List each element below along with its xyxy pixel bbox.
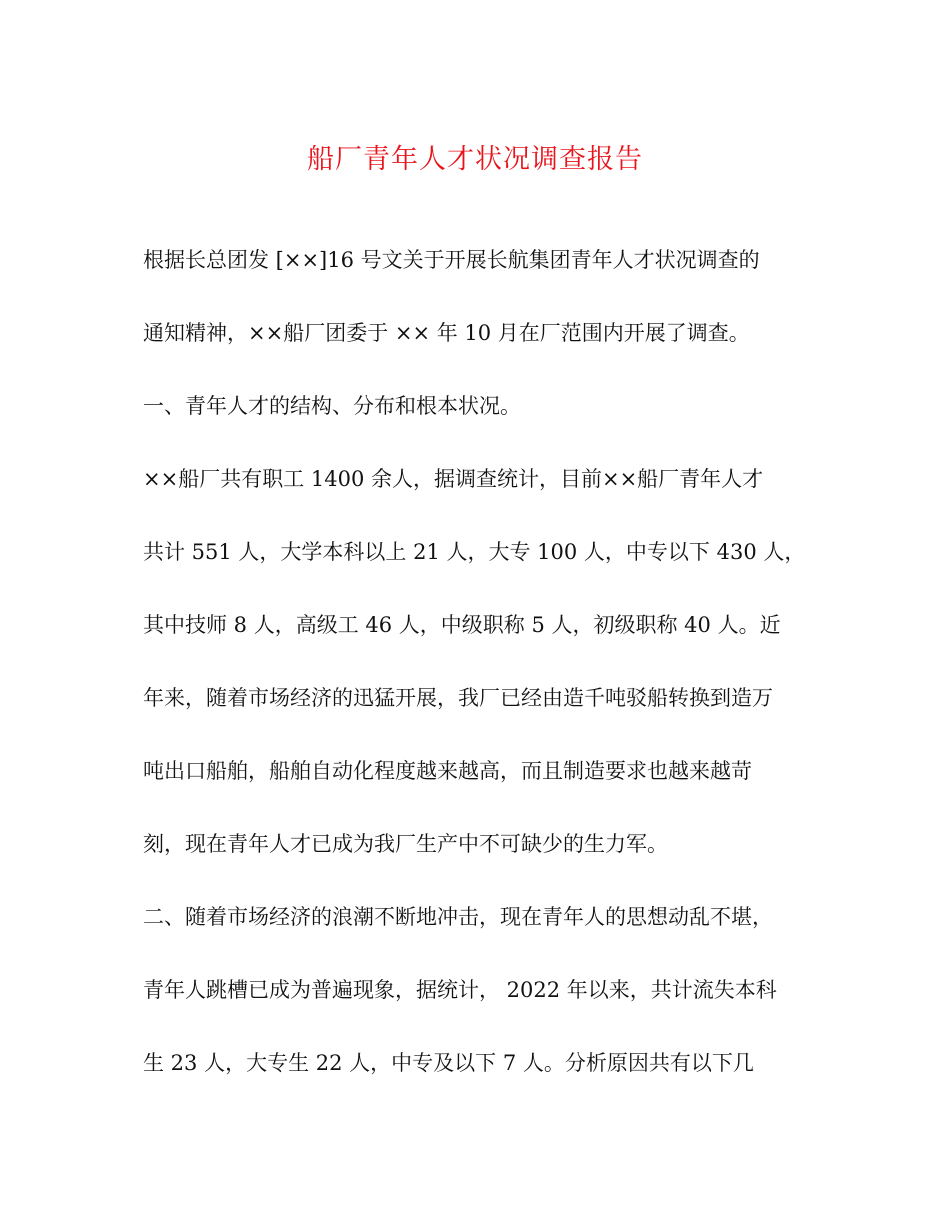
body-line-4: ××船厂共有职工 1400 余人，据调查统计，目前××船厂青年人才 [143, 467, 764, 491]
body-line-11: 青年人跳槽已成为普遍现象，据统计， 2022 年以来，共计流失本科 [143, 978, 777, 1002]
document-title: 船厂青年人才状况调查报告 [307, 144, 643, 175]
body-line-6: 其中技师 8 人，高级工 46 人，中级职称 5 人，初级职称 40 人。近 [143, 613, 781, 637]
body-line-5: 共计 551 人，大学本科以上 21 人，大专 100 人，中专以下 430 人， [143, 540, 806, 564]
body-line-9: 刻，现在青年人才已成为我厂生产中不可缺少的生力军。 [143, 832, 668, 856]
body-line-12: 生 23 人，大专生 22 人，中专及以下 7 人。分析原因共有以下几 [143, 1051, 754, 1075]
section-heading-1: 一、青年人才的结构、分布和根本状况。 [143, 394, 521, 418]
body-line-2: 通知精神，××船厂团委于 ×× 年 10 月在厂范围内开展了调查。 [143, 321, 750, 345]
body-line-7: 年来，随着市场经济的迅猛开展，我厂已经由造千吨驳船转换到造万 [143, 686, 773, 710]
section-heading-2: 二、随着市场经济的浪潮不断地冲击，现在青年人的思想动乱不堪， [143, 905, 773, 929]
body-line-1: 根据长总团发 [××]16 号文关于开展长航集团青年人才状况调查的 [143, 248, 760, 272]
body-line-8: 吨出口船舶，船舶自动化程度越来越高，而且制造要求也越来越苛 [143, 759, 752, 783]
